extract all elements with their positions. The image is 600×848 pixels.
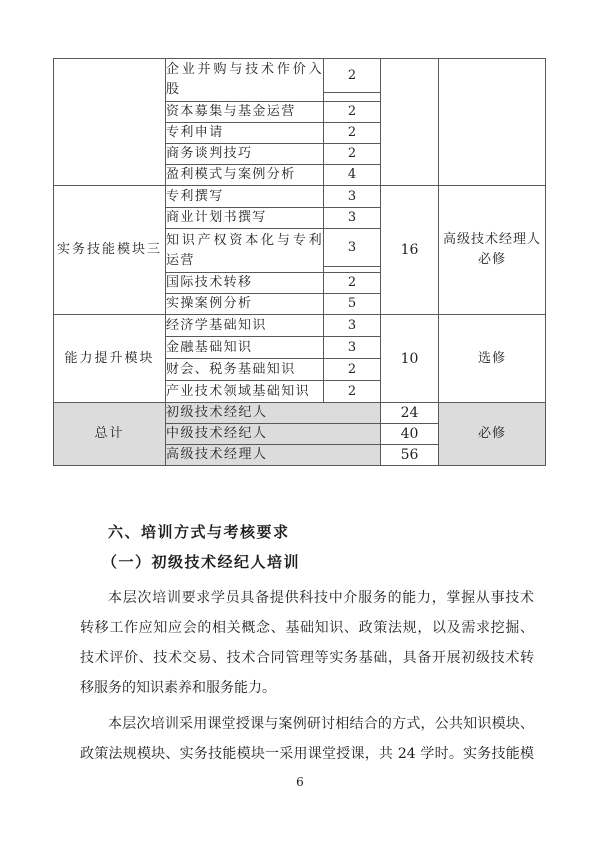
hours-spacer-cell [324, 93, 381, 102]
total-hours-cell: 16 [381, 186, 439, 315]
hours-cell: 2 [324, 59, 381, 93]
note-cell: 高级技术经理人必修 [439, 186, 546, 315]
hours-cell: 2 [324, 359, 381, 381]
course-cell: 金融基础知识 [166, 337, 324, 359]
total-hours-cell: 56 [381, 445, 439, 466]
hours-cell: 3 [324, 208, 381, 229]
hours-cell: 2 [324, 123, 381, 144]
total-hours-cell-empty [381, 59, 439, 186]
course-cell: 经济学基础知识 [166, 315, 324, 337]
course-cell: 专利申请 [166, 123, 324, 144]
course-cell: 国际技术转移 [166, 273, 324, 294]
total-hours-cell: 40 [381, 424, 439, 445]
hours-cell: 3 [324, 337, 381, 359]
hours-cell: 5 [324, 294, 381, 315]
level-cell: 中级技术经纪人 [166, 424, 381, 445]
section-heading: 六、培训方式与考核要求 [108, 524, 290, 541]
course-cell: 产业技术领域基础知识 [166, 381, 324, 403]
note-cell: 必修 [439, 403, 546, 466]
hours-cell: 2 [324, 381, 381, 403]
paragraph-line: 技术评价、技术交易、技术合同管理等实务基础，具备开展初级技术转 [80, 650, 534, 666]
hours-cell: 2 [324, 102, 381, 123]
module-cell-total: 总计 [54, 403, 166, 466]
course-cell: 商务谈判技巧 [166, 144, 324, 165]
hours-cell: 4 [324, 165, 381, 186]
module-cell: 实务技能模块三 [54, 186, 166, 315]
paragraph-line: 政策法规模块、实务技能模块一采用课堂授课，共 24 学时。实务技能模 [80, 746, 534, 762]
course-cell: 专利撰写 [166, 186, 324, 208]
note-cell: 选修 [439, 315, 546, 403]
level-cell: 高级技术经理人 [166, 445, 381, 466]
module-cell-empty [54, 59, 166, 186]
table-row [54, 186, 546, 208]
course-cell: 财会、税务基础知识 [166, 359, 324, 381]
table-row [54, 315, 546, 337]
course-cell: 盈利模式与案例分析 [166, 165, 324, 186]
hours-cell: 3 [324, 315, 381, 337]
course-cell: 资本募集与基金运营 [166, 102, 324, 123]
body-text [80, 524, 534, 763]
course-cell: 知识产权资本化与专利运营 [166, 229, 324, 273]
module-cell: 能力提升模块 [54, 315, 166, 403]
table-row [54, 59, 546, 93]
total-hours-cell: 24 [381, 403, 439, 424]
note-cell-empty [439, 59, 546, 186]
paragraph-line: 转移工作应知应会的相关概念、基础知识、政策法规，以及需求挖掘、 [80, 620, 534, 636]
course-cell: 企业并购与技术作价入股 [166, 59, 324, 102]
hours-cell: 2 [324, 144, 381, 165]
level-cell: 初级技术经纪人 [166, 403, 381, 424]
paragraph-line: 本层次培训要求学员具备提供科技中介服务的能力，掌握从事技术 [108, 590, 534, 606]
course-cell: 商业计划书撰写 [166, 208, 324, 229]
course-cell: 实操案例分析 [166, 294, 324, 315]
hours-cell: 3 [324, 229, 381, 267]
training-schedule-table [53, 58, 546, 466]
total-hours-cell: 10 [381, 315, 439, 403]
hours-cell: 3 [324, 186, 381, 208]
sub-heading: （一）初级技术经纪人培训 [102, 553, 301, 571]
paragraph-line: 移服务的知识素养和服务能力。 [80, 680, 276, 696]
table-row [54, 403, 546, 424]
paragraph-line: 本层次培训采用课堂授课与案例研讨相结合的方式，公共知识模块、 [108, 716, 534, 732]
page-number: 6 [296, 775, 304, 789]
hours-cell: 2 [324, 273, 381, 294]
